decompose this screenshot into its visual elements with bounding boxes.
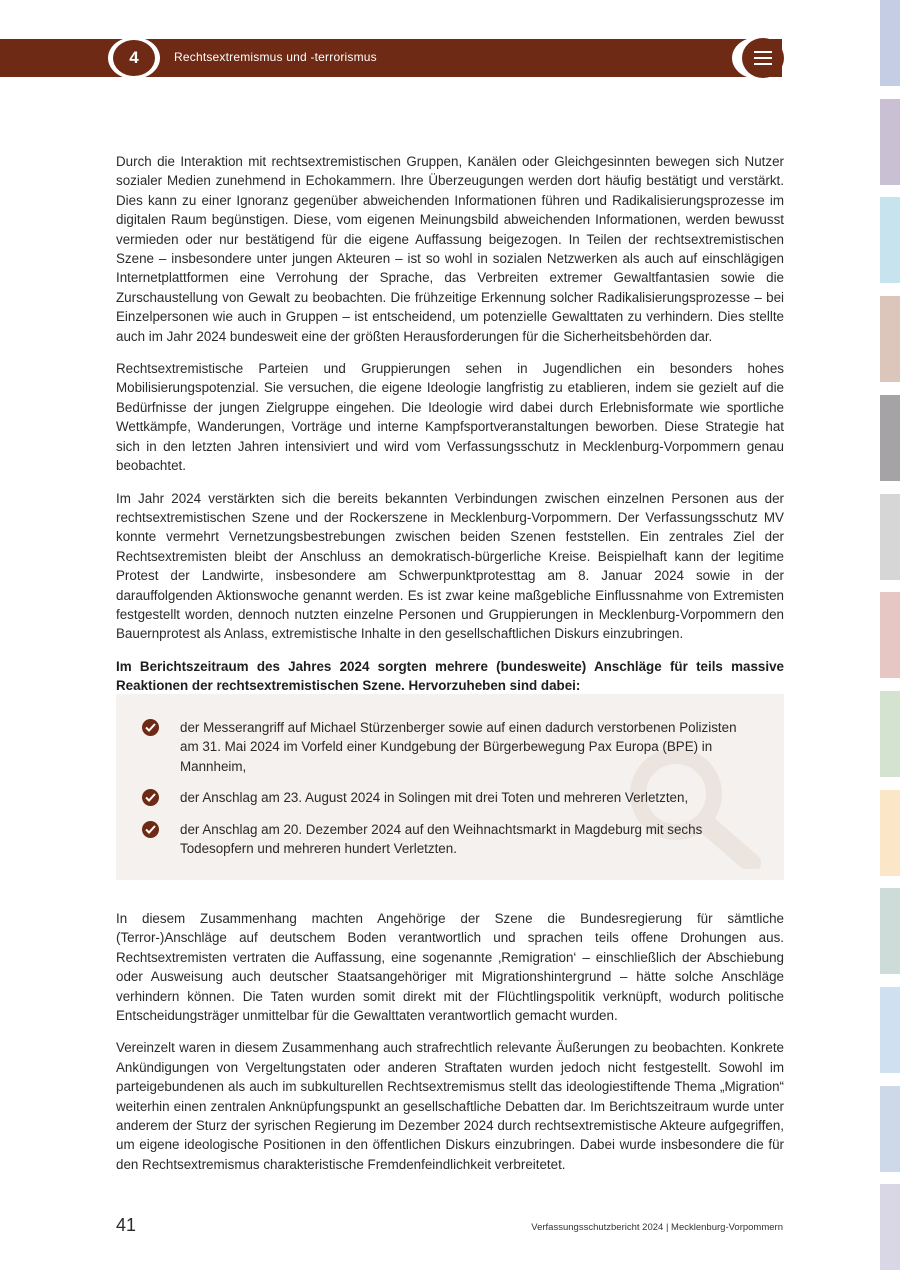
paragraph: Durch die Interaktion mit rechtsextremistischen Gruppen, Kanälen oder Gleichgesinnten bewegen sich Nutzer sozialer Medien zunehmend in Echokammern. Ihre Überzeugungen werden dort häufig bestätigt und verstärkt. Dies kann zu einer Ignoranz gegenüber abweichenden Informationen führen und Radikalisierungsprozesse im digitalen Raum begünstigen. Diese, vom eigenen Meinungsbild abweichenden Informationen, werden bewusst vermieden oder nur bestätigend für die eigene Auffassung beigezogen. In Teilen der rechtsextremistischen Szene – insbesondere unter jungen Akteuren – ist so wohl in sozialen Netzwerken als auch auf einschlägigen Internetplattformen eine Verrohung der Sprache, das Verbreiten extremer Gewaltfantasien sowie die Zurschaustellung von Gewalt zu beobachten. Die frühzeitige Erkennung solcher Radikalisierungsprozesse – bei Einzelpersonen wie auch in Gruppen – ist entscheidend, um potenzielle Gewalttaten zu verhindern. Dies stellte auch im Jahr 2024 bundesweit eine der größten Herausforderungen für die Sicherheitsbehörden dar.	[116, 154, 784, 344]
chapter-title: Rechtsextremismus und -terrorismus	[174, 50, 377, 64]
lead-paragraph: Im Berichtszeitraum des Jahres 2024 sorgten mehrere (bundesweite) Anschläge für teils massive Reaktionen der rechtsextremistischen Szene. Hervorzuheben sind dabei:	[116, 658, 784, 694]
incident-list	[116, 718, 784, 870]
list-item-text: der Anschlag am 23. August 2024 in Solingen mit drei Toten und mehreren Verletzten,	[180, 790, 689, 806]
hamburger-menu-icon	[754, 51, 772, 53]
page-number: 41	[116, 1215, 137, 1235]
chapter-tab-10[interactable]	[880, 888, 900, 974]
list-item	[116, 820, 784, 859]
list-item-text: der Anschlag am 20. Dezember 2024 auf den Weihnachtsmarkt in Magdeburg mit sechs Todesopfern und mehreren hundert Verletzten.	[180, 821, 703, 857]
paragraph: Im Jahr 2024 verstärkten sich die bereits bekannten Verbindungen zwischen einzelnen Personen aus der rechtsextremistischen Szene und der Rockerszene in Mecklenburg-Vorpommern. Der Verfassungsschutz MV konnte vermehrt Vernetzungsbestrebungen zwischen beiden Szenen feststellen. Ein zentrales Ziel der Rechtsextremisten bleibt der Anschluss an demokratisch-bürgerliche Kreise. Beispielhaft kann der legitime Protest der Landwirte, insbesondere am Schwerpunktprotesttag am 8. Januar 2024 sowie in der darauffolgenden Aktionswoche genannt werden. Es ist zwar keine maßgebliche Einflussnahme von Extremisten festgestellt worden, dennoch nutzten einzelne Personen und Gruppierungen in Mecklenburg-Vorpommern den Bauernprotest als Anlass, extremistische Inhalte in den gesellschaftlichen Diskurs einzubringen.	[116, 490, 784, 642]
chapter-tab-9[interactable]	[880, 790, 900, 876]
paragraph: Vereinzelt waren in diesem Zusammenhang auch strafrechtlich relevante Äußerungen zu beobachten. Konkrete Ankündigungen von Vergeltungstaten oder anderen Straftaten wurden jedoch nicht festgestellt. Sowohl im parteigebundenen als auch im subkulturellen Rechtsextremismus stellt das ideologiestiftende Thema „Migration“ weiterhin einen zentralen Anknüpfungspunkt an gesellschaftliche Debatten dar. Im Berichtszeitraum wurde unter anderem der Sturz der syrischen Regierung im Dezember 2024 durch rechtsextremistische Akteure aufgegriffen, um eigene ideologische Positionen in den öffentlichen Diskurs einzubringen. Dabei wurde insbesondere die für den Rechtsextremismus charakteristische Fremdenfeindlichkeit verbreitetet.	[116, 1040, 784, 1172]
chapter-tab-3[interactable]	[880, 197, 900, 283]
check-icon	[142, 719, 159, 736]
chapter-tab-7[interactable]	[880, 592, 900, 678]
chapter-tab-12[interactable]	[880, 1086, 900, 1172]
chapter-tab-11[interactable]	[880, 987, 900, 1073]
paragraph: Rechtsextremistische Parteien und Gruppierungen sehen in Jugendlichen ein besonders hohes Mobilisierungspotenzial. Sie versuchen, die eigene Ideologie langfristig zu etablieren, indem sie gezielt auf die Bedürfnisse der jungen Zielgruppe eingehen. Die Ideologie wird dabei durch Erlebnisformate wie sportliche Wettkämpfe, Wanderungen, Vorträge und interne Kampfsportveranstaltungen beworben. Diese Strategie hat sich in den letzten Jahren intensiviert und wird vom Verfassungsschutz in Mecklenburg-Vorpommern genau beobachtet.	[116, 361, 784, 474]
chapter-tab-1[interactable]	[880, 0, 900, 86]
chapter-tab-2[interactable]	[880, 99, 900, 185]
chapter-number: 4	[113, 40, 155, 76]
chapter-tab-6[interactable]	[880, 494, 900, 580]
check-icon	[142, 789, 159, 806]
check-icon	[142, 821, 159, 838]
body-text-top	[116, 152, 784, 709]
chapter-tab-4[interactable]	[880, 296, 900, 382]
list-item	[116, 788, 784, 807]
incident-list-box	[116, 694, 784, 880]
menu-button[interactable]	[742, 38, 784, 78]
footer-text: Verfassungsschutzbericht 2024 | Mecklenburg-Vorpommern	[531, 1222, 783, 1233]
hamburger-menu-icon-bar	[754, 57, 772, 59]
list-item	[116, 718, 784, 776]
chapter-tab-5[interactable]	[880, 395, 900, 481]
chapter-tab-13[interactable]	[880, 1184, 900, 1270]
chapter-side-tabs	[880, 0, 900, 1272]
list-item-text: der Messerangriff auf Michael Stürzenberger sowie auf einen dadurch verstorbenen Polizisten am 31. Mai 2024 im Vorfeld einer Kundgebung der Bürgerbewegung Pax Europa (BPE) in Mannheim,	[180, 720, 737, 774]
body-text-bottom	[116, 909, 784, 1187]
hamburger-menu-icon-bar	[754, 63, 772, 65]
paragraph: In diesem Zusammenhang machten Angehörige der Szene die Bundesregierung für sämtliche (Terror-)Anschläge auf deutschem Boden verantwortlich und sprachen teils offene Drohungen aus. Rechtsextremisten vertraten die Auffassung, eine sogenannte ‚Remigration‘ – einschließlich der Abschiebung oder Ausweisung auch deutscher Staatsangehöriger mit Migrationshintergrund – hätte solche Anschläge verhindern können. Die Taten wurden somit direkt mit der Flüchtlingspolitik verknüpft, wodurch politische Entscheidungsträger unmittelbar für die Gewalttaten verantwortlich gemacht wurden.	[116, 911, 784, 1024]
chapter-tab-8[interactable]	[880, 691, 900, 777]
